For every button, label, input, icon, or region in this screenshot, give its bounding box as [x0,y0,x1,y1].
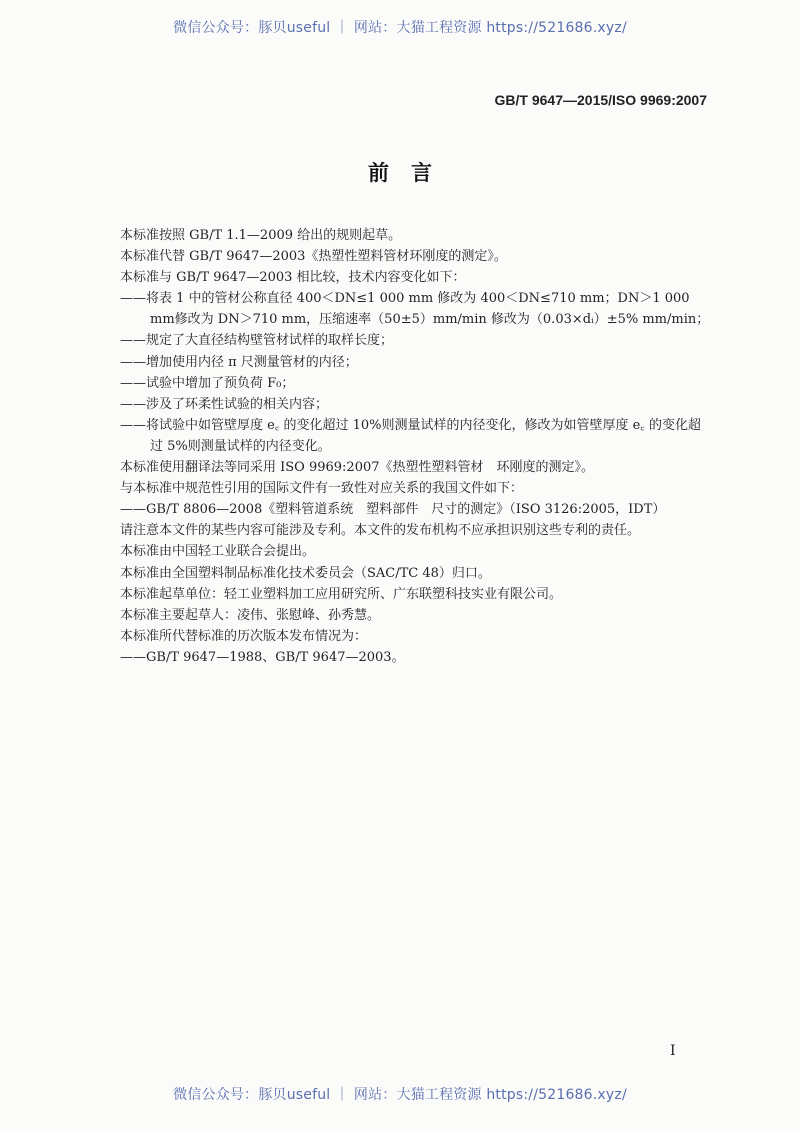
watermark-top: 微信公众号：豚贝useful ｜ 网站：大猫工程资源 https://521686.xyz/ [173,20,627,36]
paragraph: 本标准由全国塑料制品标准化技术委员会（SAC/TC 48）归口。 [120,565,491,581]
paragraph: 请注意本文件的某些内容可能涉及专利。本文件的发布机构不应承担识别这些专利的责任。 [120,523,641,539]
foreword-body [120,225,712,668]
watermark-bottom: 微信公众号：豚贝useful ｜ 网站：大猫工程资源 https://521686.xyz/ [173,1087,627,1103]
paragraph: 本标准使用翻译法等同采用 ISO 9969:2007《热塑性塑料管材 环刚度的测定》。 [120,460,595,476]
dash-item: ——将试验中如管壁厚度 e꜀ 的变化超过 10%则测量试样的内径变化，修改为如管壁厚度 e꜀ 的变化超过 5%则测量试样的内径变化。 [120,417,701,454]
paragraph: 本标准主要起草人：凌伟、张慰峰、孙秀慧。 [120,607,381,623]
dash-item: ——试验中增加了预负荷 F₀； [120,375,295,391]
paragraph: 与本标准中规范性引用的国际文件有一致性对应关系的我国文件如下： [120,481,524,497]
paragraph: 本标准与 GB/T 9647—2003 相比较，技术内容变化如下： [120,270,466,286]
paragraph: 本标准代替 GB/T 9647—2003《热塑性塑料管材环刚度的测定》。 [120,249,507,265]
paragraph: 本标准由中国轻工业联合会提出。 [120,544,316,560]
paragraph: 本标准起草单位：轻工业塑料加工应用研究所、广东联塑科技实业有限公司。 [120,586,563,602]
dash-item: ——GB/T 8806—2008《塑料管道系统 塑料部件 尺寸的测定》（ISO 3126:2005，IDT） [120,502,666,518]
dash-item: ——规定了大直径结构壁管材试样的取样长度； [120,333,394,349]
paragraph: 本标准按照 GB/T 1.1—2009 给出的规则起草。 [120,228,402,243]
page-number: I [670,1043,676,1059]
page-title: 前言 [368,161,454,185]
dash-item: ——GB/T 9647—1988、GB/T 9647—2003。 [120,649,405,665]
dash-item: ——涉及了环柔性试验的相关内容； [120,396,329,412]
paragraph: 本标准所代替标准的历次版本发布情况为： [120,628,368,644]
standard-code: GB/T 9647—2015/ISO 9969:2007 [494,92,707,108]
dash-item: ——将表 1 中的管材公称直径 400＜DN≤1 000 mm 修改为 400＜DN≤710 mm；DN＞1 000 mm修改为 DN＞710 mm，压缩速率（50±5）mm/min 修改为（0.03×dᵢ）±5% mm/min； [120,291,710,328]
dash-item: ——增加使用内径 π 尺测量管材的内径； [120,354,358,370]
